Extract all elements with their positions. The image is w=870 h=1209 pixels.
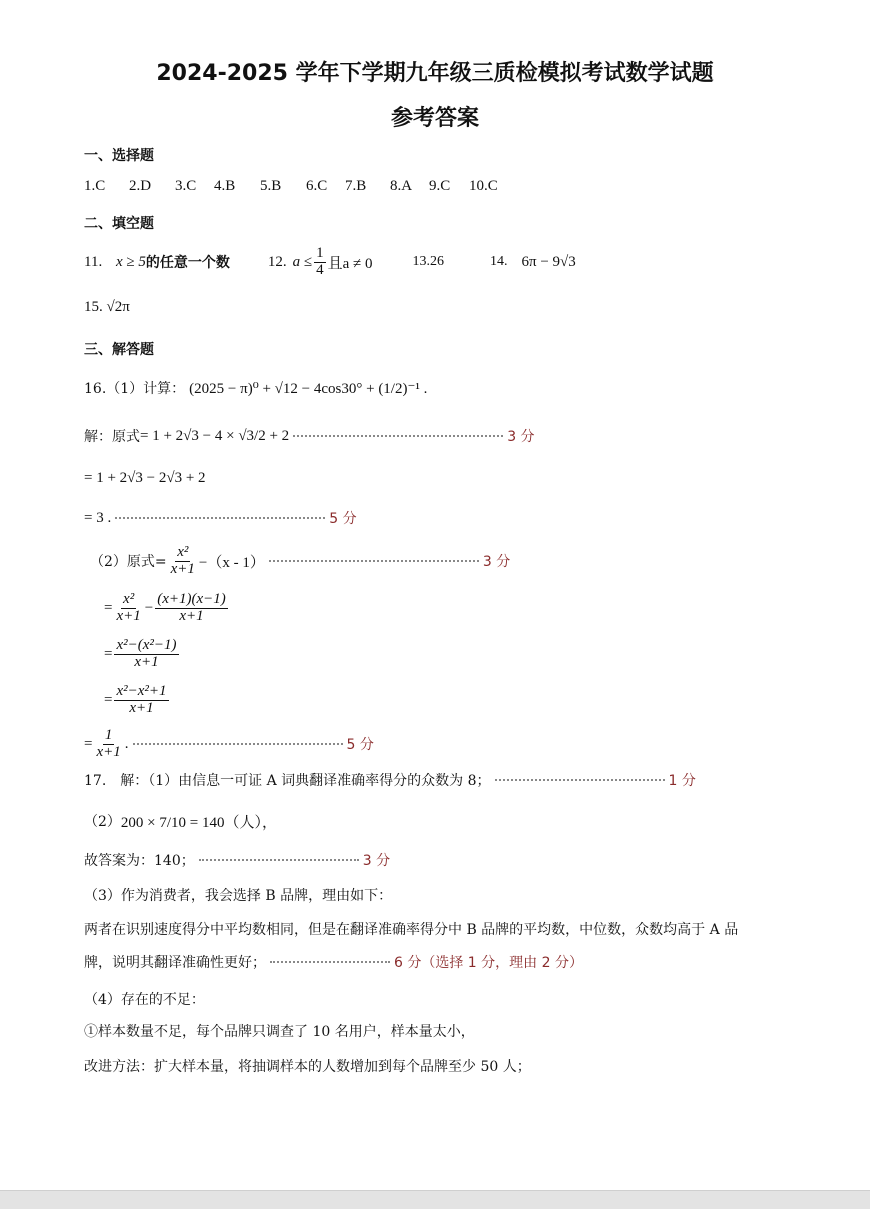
section-solve-heading: 三、解答题 — [84, 342, 154, 358]
q16-part2-score: 3 分 — [482, 554, 511, 570]
q17-part1 — [84, 770, 696, 790]
dotted-leader — [115, 517, 325, 519]
q11-text: 的任意一个数 — [145, 255, 230, 271]
answer-5: 5.B — [260, 178, 282, 194]
q16-part2-tail: −（x - 1） — [198, 554, 265, 571]
q16-line1-score: 3 分 — [507, 429, 535, 445]
dotted-leader — [495, 779, 665, 781]
q16-part2-step4-score: 5 分 — [346, 737, 374, 753]
q17-part2 — [84, 802, 277, 840]
answer-6: 6.C — [306, 178, 328, 194]
answer-8: 8.A — [390, 178, 413, 194]
section-choice-heading: 一、选择题 — [84, 148, 154, 164]
fill-answers-row — [84, 244, 576, 280]
q16-line3 — [84, 508, 357, 528]
q11-number: 11. — [84, 253, 103, 270]
q16-part2-step2: = $\frac{\text{x²−(x²−1)}}{x+1}$ — [104, 636, 177, 670]
q15-answer: 15. √2π — [84, 299, 130, 315]
choice-answers — [84, 178, 509, 195]
dotted-leader — [199, 859, 359, 861]
q17-part4: （4）存在的不足： — [84, 992, 205, 1008]
document-subtitle: 参考答案 — [390, 106, 479, 131]
dotted-leader — [293, 435, 503, 437]
q12-fraction-denominator: 4 — [316, 261, 324, 278]
q14-number: 14. — [490, 254, 508, 269]
q17-part2-answer-text: 故答案为：140； — [84, 853, 195, 869]
q16-line3-score: 5 分 — [329, 511, 357, 527]
q17-part3-reason-text: 牌，说明其翻译准确性更好； — [84, 955, 266, 971]
q17-part3: （3）作为消费者，我会选择 B 品牌，理由如下： — [84, 888, 393, 904]
q16-part2-step4: = $\frac{1}{x+1}$ . 5 分 — [84, 726, 374, 760]
q11-expression: x ≥ 5 — [116, 253, 146, 270]
q17-part2-expression: 200 × 7/10 = 140（人）， — [120, 814, 278, 831]
q17-part1-text: 17. 解：（1）由信息一可证 A 词典翻译准确率得分的众数为 8； — [84, 773, 491, 789]
q12-fraction — [314, 246, 326, 279]
q16-line1-expression: = 1 + 2√3 − 4 × √3/2 + 2 — [140, 427, 290, 444]
q16-prompt-label: 16.（1）计算： — [84, 381, 186, 397]
q12-condition: 且a ≠ 0 — [327, 255, 373, 272]
section-fill-heading: 二、填空题 — [84, 216, 154, 232]
q12-variable: a ≤ — [292, 253, 313, 270]
q16-prompt-expression: (2025 − π)⁰ + √12 − 4cos30° + (1/2)⁻¹ . — [189, 380, 428, 397]
q12-number: 12. — [267, 253, 287, 270]
answer-4: 4.B — [214, 178, 236, 194]
q16-line2: = 1 + 2√3 − 2√3 + 2 — [84, 470, 206, 486]
answer-1: 1.C — [84, 178, 106, 194]
q17-part1-score: 1 分 — [668, 773, 696, 789]
q16-prompt — [84, 370, 427, 406]
q17-part2-answer — [84, 850, 390, 870]
q16-line3-expression: = 3 . — [84, 509, 112, 526]
bottom-scrollbar[interactable] — [0, 1190, 870, 1209]
q16-part2-step1: = $\frac{\text{x²}}{x+1}$ − $\frac{(x+1)(x-1)}{x+1}$ — [104, 590, 226, 624]
answer-9: 9.C — [429, 178, 451, 194]
q12-fraction-numerator: 1 — [316, 244, 324, 261]
q17-part3-score: 6 分（选择 1 分，理由 2 分） — [394, 955, 583, 971]
q16-part2-step3: = $\frac{\text{x²−x²+1}}{x+1}$ — [104, 682, 167, 716]
q14-expression: 6π − 9√3 — [521, 253, 576, 270]
q17-part2-label: （2） — [84, 814, 121, 830]
answer-7: 7.B — [345, 178, 367, 194]
answer-2: 2.D — [129, 178, 152, 194]
answer-3: 3.C — [175, 178, 197, 194]
q16-line1-label: 解：原式 — [84, 429, 140, 445]
q16-line1 — [84, 418, 535, 454]
q17-part4-item1: ①样本数量不足，每个品牌只调查了 10 名用户，样本量太小， — [84, 1024, 475, 1040]
q17-part2-score: 3 分 — [362, 853, 391, 869]
fraction-denominator: x+1 — [170, 560, 195, 577]
q16-part2-label: （2）原式= — [90, 554, 167, 570]
dotted-leader — [269, 560, 479, 562]
q17-part4-fix: 改进方法：扩大样本量，将抽调样本的人数增加到每个品牌至少 50 人； — [84, 1059, 531, 1075]
dotted-leader — [133, 743, 343, 745]
q16-part2-start — [90, 541, 510, 581]
q17-part3-reason-line1: 两者在识别速度得分中平均数相同，但是在翻译准确率得分中 B 品牌的平均数，中位数，众数均高于 A 品 — [84, 922, 739, 938]
document-title: 2024-2025 学年下学期九年级三质检模拟考试数学试题 — [156, 61, 714, 86]
q16-part2-fraction — [169, 545, 197, 578]
q13-answer: 13.26 — [412, 254, 445, 269]
fraction-numerator: x² — [177, 543, 189, 560]
q17-part3-reason-line2 — [84, 952, 583, 972]
answer-10: 10.C — [469, 178, 498, 194]
dotted-leader — [270, 961, 390, 963]
